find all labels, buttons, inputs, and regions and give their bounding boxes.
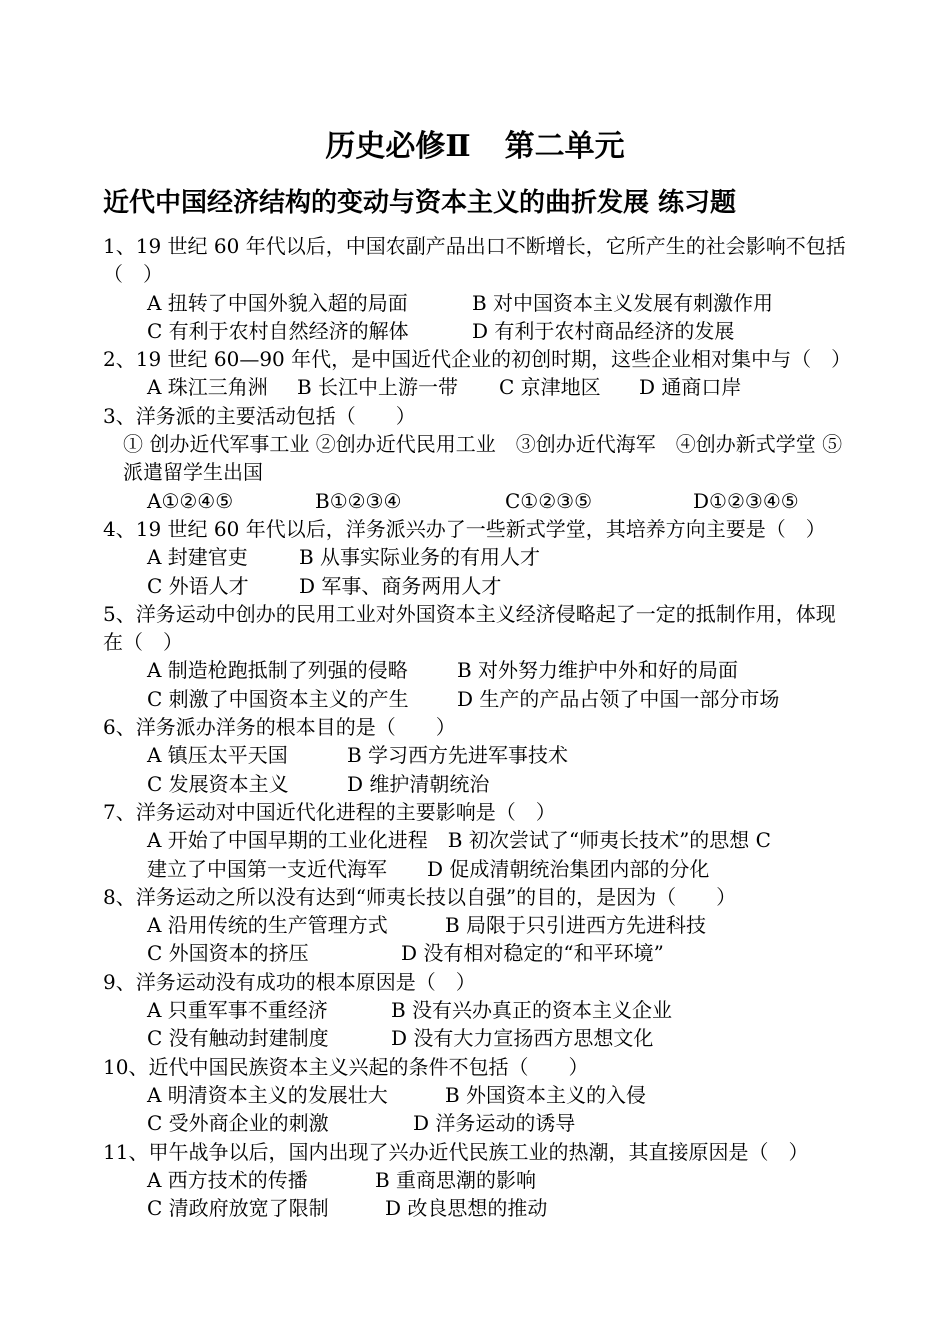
option-a: A 沿用传统的生产管理方式 bbox=[147, 913, 388, 938]
question-stem: 3、洋务派的主要活动包括（ ） bbox=[103, 403, 416, 428]
option-a: A①②④⑤ bbox=[147, 488, 234, 513]
option-b: B 从事实际业务的有用人才 bbox=[299, 545, 541, 570]
option-d: D 没有相对稳定的“和平环境” bbox=[401, 941, 664, 966]
question-2 bbox=[103, 345, 853, 402]
option-row bbox=[103, 996, 853, 1024]
question-stem: 11、甲午战争以后，国内出现了兴办近代民族工业的热潮，其直接原因是（ ） bbox=[103, 1139, 809, 1164]
question-stem: 5、洋务运动中创办的民用工业对外国资本主义经济侵略起了一定的抵制作用，体现在（ ） bbox=[103, 601, 836, 655]
option-row bbox=[103, 289, 853, 317]
question-6 bbox=[103, 713, 853, 798]
question-3 bbox=[103, 402, 853, 515]
option-d: D 有利于农村商品经济的发展 bbox=[472, 318, 735, 343]
option-d: D 没有大力宣扬西方思想文化 bbox=[391, 1026, 654, 1051]
option-c: C 受外商企业的刺激 bbox=[147, 1111, 329, 1136]
option-line: 建立了中国第一支近代海军 D 促成清朝统治集团内部的分化 bbox=[147, 856, 710, 881]
option-b: B 重商思潮的影响 bbox=[375, 1167, 537, 1192]
option-d: D 军事、商务两用人才 bbox=[299, 573, 502, 598]
option-b: B 学习西方先进军事技术 bbox=[347, 743, 569, 768]
question-subitems: ① 创办近代军事工业 ②创办近代民用工业 ③创办近代海军 ④创办新式学堂 ⑤派遣留学生出国 bbox=[123, 432, 843, 485]
question-stem: 1、19 世纪 60 年代以后，中国农副产品出口不断增长，它所产生的社会影响不包括（ ） bbox=[103, 234, 846, 287]
option-d: D 改良思想的推动 bbox=[385, 1196, 548, 1221]
option-row bbox=[103, 770, 853, 798]
question-list bbox=[103, 232, 853, 1222]
option-row bbox=[103, 317, 853, 345]
question-8 bbox=[103, 883, 853, 968]
option-c: C 有利于农村自然经济的解体 bbox=[147, 318, 409, 343]
question-5 bbox=[103, 600, 853, 713]
option-row bbox=[103, 543, 853, 571]
option-row bbox=[103, 487, 853, 515]
option-c: C①②③⑤ bbox=[505, 488, 593, 513]
option-a: A 只重军事不重经济 bbox=[147, 998, 328, 1023]
title-part1: 历史必修Ⅱ bbox=[325, 129, 471, 164]
option-row bbox=[103, 911, 853, 939]
question-stem: 10、近代中国民族资本主义兴起的条件不包括（ ） bbox=[103, 1054, 589, 1079]
option-row bbox=[103, 1024, 853, 1052]
option-row bbox=[103, 939, 853, 967]
option-c: C 刺激了中国资本主义的产生 bbox=[147, 686, 409, 711]
option-a: A 明清资本主义的发展壮大 bbox=[147, 1082, 388, 1107]
title-part2: 第二单元 bbox=[504, 129, 625, 164]
option-d: D 生产的产品占领了中国一部分市场 bbox=[457, 686, 780, 711]
option-row bbox=[103, 656, 853, 684]
question-stem: 8、洋务运动之所以没有达到“师夷长技以自强”的目的，是因为（ ） bbox=[103, 884, 737, 909]
question-1 bbox=[103, 232, 853, 345]
option-d: D 维护清朝统治 bbox=[347, 771, 490, 796]
question-stem: 6、洋务派办洋务的根本目的是（ ） bbox=[103, 715, 456, 740]
page-subtitle: 近代中国经济结构的变动与资本主义的曲折发展 练习题 bbox=[103, 188, 737, 218]
option-d: D①②③④⑤ bbox=[693, 488, 799, 513]
question-9 bbox=[103, 968, 853, 1053]
option-a: A 制造枪跑抵制了列强的侵略 bbox=[147, 658, 408, 683]
option-a: A 封建官吏 bbox=[147, 545, 248, 570]
question-stem: 2、19 世纪 60—90 年代，是中国近代企业的初创时期，这些企业相对集中与（ ） bbox=[103, 347, 852, 372]
page-title bbox=[0, 127, 950, 167]
option-a: A 珠江三角洲 bbox=[147, 375, 268, 400]
option-row bbox=[103, 1194, 853, 1222]
option-c: C 外国资本的挤压 bbox=[147, 941, 309, 966]
question-10 bbox=[103, 1053, 853, 1138]
option-row bbox=[103, 1109, 853, 1137]
question-11 bbox=[103, 1138, 853, 1223]
option-b: B 长江中上游一带 bbox=[297, 375, 459, 400]
option-row bbox=[103, 572, 853, 600]
option-row bbox=[103, 1081, 853, 1109]
question-stem: 9、洋务运动没有成功的根本原因是（ ） bbox=[103, 969, 476, 994]
option-row bbox=[103, 685, 853, 713]
option-row bbox=[103, 373, 853, 401]
option-row bbox=[103, 741, 853, 769]
option-a: A 扭转了中国外貌入超的局面 bbox=[147, 290, 408, 315]
option-b: B 没有兴办真正的资本主义企业 bbox=[391, 998, 673, 1023]
option-c: C 京津地区 bbox=[499, 375, 601, 400]
option-c: C 发展资本主义 bbox=[147, 771, 289, 796]
option-b: B 外国资本主义的入侵 bbox=[445, 1082, 647, 1107]
option-line: A 开始了中国早期的工业化进程 B 初次尝试了“师夷长技术”的思想 C bbox=[147, 828, 771, 853]
option-c: C 外语人才 bbox=[147, 573, 249, 598]
question-stem: 4、19 世纪 60 年代以后，洋务派兴办了一些新式学堂，其培养方向主要是（ ） bbox=[103, 516, 826, 541]
option-a: A 镇压太平天国 bbox=[147, 743, 288, 768]
option-b: B 局限于只引进西方先进科技 bbox=[445, 913, 707, 938]
option-c: C 没有触动封建制度 bbox=[147, 1026, 329, 1051]
option-c: C 清政府放宽了限制 bbox=[147, 1196, 329, 1221]
question-stem: 7、洋务运动对中国近代化进程的主要影响是（ ） bbox=[103, 799, 556, 824]
option-d: D 通商口岸 bbox=[639, 375, 742, 400]
question-7 bbox=[103, 798, 853, 883]
option-b: B①②③④ bbox=[315, 488, 402, 513]
option-b: B 对中国资本主义发展有刺激作用 bbox=[472, 290, 774, 315]
option-row bbox=[103, 1166, 853, 1194]
option-d: D 洋务运动的诱导 bbox=[413, 1111, 576, 1136]
question-4 bbox=[103, 515, 853, 600]
option-b: B 对外努力维护中外和好的局面 bbox=[457, 658, 739, 683]
option-a: A 西方技术的传播 bbox=[147, 1167, 308, 1192]
